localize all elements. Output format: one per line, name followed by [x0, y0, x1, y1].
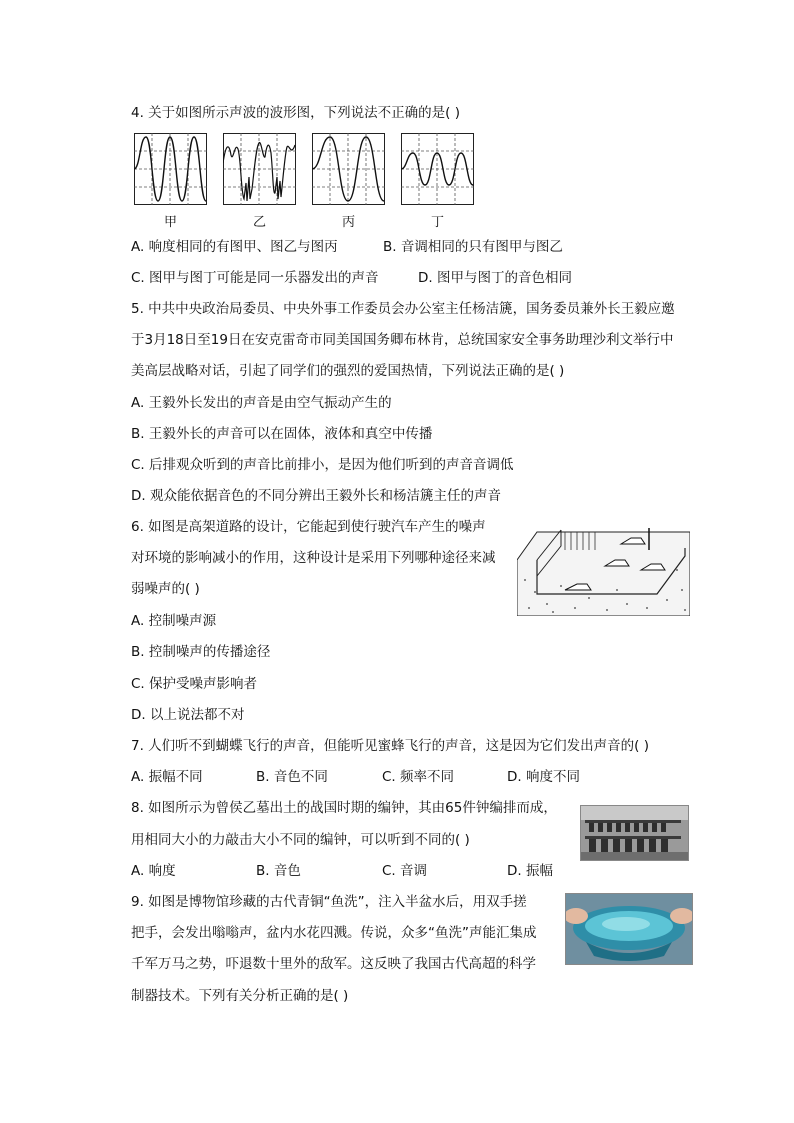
q8-stem-line-1: 8. 如图所示为曾侯乙墓出土的战国时期的编钟，其由65件钟编排而成，	[131, 800, 557, 816]
q7-option-b[interactable]: B. 音色不同	[256, 769, 328, 785]
q4-option-a[interactable]: A. 响度相同的有图甲、图乙与图丙	[131, 239, 338, 255]
q4-stem: 4. 关于如图所示声波的波形图，下列说法不正确的是( )	[131, 105, 460, 121]
q6-stem-line-1: 6. 如图是高架道路的设计，它能起到使行驶汽车产生的噪声	[131, 519, 486, 535]
q6-option-c[interactable]: C. 保护受噪声影响者	[131, 676, 258, 692]
q5-stem-line-1: 5. 中共中央政治局委员、中央外事工作委员会办公室主任杨洁篪，国务委员兼外长王毅应邀	[131, 301, 675, 317]
waveform-ding	[401, 133, 474, 205]
q6-stem-line-2: 对环境的影响减小的作用，这种设计是采用下列哪种途径来减	[131, 550, 496, 566]
q8-option-d[interactable]: D. 振幅	[507, 863, 553, 879]
q4-option-d[interactable]: D. 图甲与图丁的音色相同	[418, 270, 572, 286]
q7-option-a[interactable]: A. 振幅不同	[131, 769, 203, 785]
q9-stem-line-2: 把手，会发出嗡嗡声，盆内水花四溅。传说，众多“鱼洗”声能汇集成	[131, 925, 537, 941]
q6-option-d[interactable]: D. 以上说法都不对	[131, 707, 245, 723]
wave-label-yi: 乙	[252, 215, 266, 230]
wave-label-jia: 甲	[163, 215, 177, 230]
q7-option-c[interactable]: C. 频率不同	[382, 769, 455, 785]
q5-stem-line-3: 美高层战略对话，引起了同学们的强烈的爱国热情，下列说法正确的是( )	[131, 363, 565, 379]
q5-stem-line-2: 于3月18日至19日在安克雷奇市同美国国务卿布林肯，总统国家安全事务助理沙利文举行中	[131, 332, 674, 348]
q8-option-a[interactable]: A. 响度	[131, 863, 176, 879]
yuxi-bronze-basin-photo	[565, 893, 693, 965]
q6-option-a[interactable]: A. 控制噪声源	[131, 613, 217, 629]
q6-stem-line-3: 弱噪声的( )	[131, 581, 200, 597]
q9-stem-line-3: 千军万马之势，吓退数十里外的敌军。这反映了我国古代高超的科学	[131, 956, 536, 972]
q4-option-b[interactable]: B. 音调相同的只有图甲与图乙	[383, 239, 563, 255]
waveform-yi	[223, 133, 296, 205]
elevated-road-illustration	[517, 520, 690, 616]
wave-label-bing: 丙	[341, 215, 355, 230]
q7-stem: 7. 人们听不到蝴蝶飞行的声音，但能听见蜜蜂飞行的声音，这是因为它们发出声音的( )	[131, 738, 649, 754]
waveform-jia	[134, 133, 207, 205]
waveform-bing	[312, 133, 385, 205]
q7-option-d[interactable]: D. 响度不同	[507, 769, 580, 785]
q5-option-a[interactable]: A. 王毅外长发出的声音是由空气振动产生的	[131, 395, 392, 411]
q9-stem-line-4: 制器技术。下列有关分析正确的是( )	[131, 988, 349, 1004]
q6-option-b[interactable]: B. 控制噪声的传播途径	[131, 644, 271, 660]
q4-option-c[interactable]: C. 图甲与图丁可能是同一乐器发出的声音	[131, 270, 379, 286]
q5-option-b[interactable]: B. 王毅外长的声音可以在固体，液体和真空中传播	[131, 426, 433, 442]
q8-stem-line-2: 用相同大小的力敲击大小不同的编钟，可以听到不同的( )	[131, 832, 470, 848]
q8-option-b[interactable]: B. 音色	[256, 863, 301, 879]
wave-label-ding: 丁	[430, 215, 444, 230]
q9-stem-line-1: 9. 如图是博物馆珍藏的古代青铜“鱼洗”，注入半盆水后，用双手搓	[131, 894, 527, 910]
q5-option-d[interactable]: D. 观众能依据音色的不同分辨出王毅外长和杨洁篪主任的声音	[131, 488, 501, 504]
q5-option-c[interactable]: C. 后排观众听到的声音比前排小，是因为他们听到的声音音调低	[131, 457, 514, 473]
q8-option-c[interactable]: C. 音调	[382, 863, 428, 879]
bianzhong-bells-photo	[580, 805, 689, 861]
